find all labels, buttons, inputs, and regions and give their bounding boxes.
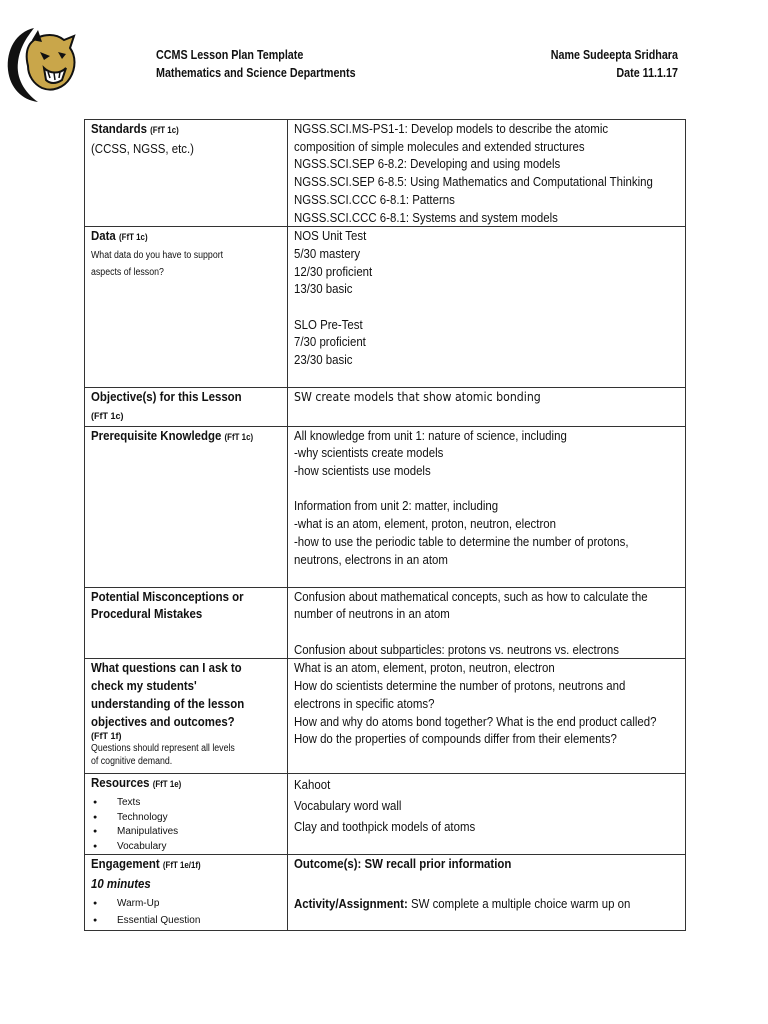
questions-value-cell <box>288 659 686 774</box>
standards-label-cell <box>85 120 288 227</box>
engagement-duration: 10 minutes <box>91 875 151 891</box>
standards-line: NGSS.SCI.MS-PS1-1: Develop models to describe the atomic <box>294 121 609 136</box>
questions-line: How do the properties of compounds differ from their elements? <box>294 731 617 747</box>
data-line: NOS Unit Test <box>294 228 367 244</box>
prereq-line: -why scientists create models <box>294 445 444 461</box>
data-line: SLO Pre-Test <box>294 316 363 332</box>
engagement-label: Engagement <box>91 856 160 872</box>
engagement-ftt: (FfT 1e/1f) <box>162 860 201 871</box>
objective-value-cell <box>288 388 686 426</box>
misconceptions-label-1: Potential Misconceptions or <box>91 588 244 604</box>
data-line: 13/30 basic <box>294 281 353 297</box>
row-resources <box>85 774 686 855</box>
row-questions <box>85 659 686 774</box>
data-sub-1: What data do you have to support <box>91 249 224 261</box>
standards-line: NGSS.SCI.CCC 6-8.1: Systems and system models <box>294 209 558 225</box>
prereq-line: -what is an atom, element, proton, neutron, electron <box>294 516 556 532</box>
data-line: 23/30 basic <box>294 352 353 368</box>
activity-label: Activity/Assignment: <box>294 895 408 911</box>
resources-label: Resources <box>91 775 150 791</box>
questions-line: What is an atom, element, proton, neutron, electron <box>294 660 555 676</box>
resources-bullet: ● Vocabulary <box>91 840 284 855</box>
engagement-value-cell <box>288 855 686 931</box>
standards-label: Standards <box>91 121 147 136</box>
objective-ftt: (FfT 1c) <box>91 410 124 421</box>
engagement-outcome: Outcome(s): SW recall prior information <box>294 856 512 872</box>
misconceptions-line: number of neutrons in an atom <box>294 606 450 622</box>
template-title: CCMS Lesson Plan Template <box>156 48 304 62</box>
resources-label-cell <box>85 774 288 855</box>
departments: Mathematics and Science Departments <box>156 66 356 80</box>
questions-sub-1: Questions should represent all levels <box>91 743 235 755</box>
lesson-plan-table <box>84 119 686 931</box>
resources-ftt: (FfT 1e) <box>152 779 182 790</box>
row-standards <box>85 120 686 227</box>
standards-value-cell <box>288 120 686 227</box>
row-misconceptions <box>85 587 686 659</box>
misconceptions-value-cell <box>288 587 686 659</box>
prereq-label-cell <box>85 426 288 587</box>
teacher-name: Name Sudeepta Sridhara <box>550 48 678 62</box>
row-objective <box>85 388 686 426</box>
questions-line: How do scientists determine the number of protons, neutrons and <box>294 678 626 694</box>
data-sub-2: aspects of lesson? <box>91 266 164 278</box>
engagement-bullet-list <box>91 895 284 929</box>
resources-line: Clay and toothpick models of atoms <box>294 819 476 835</box>
misconceptions-line: Confusion about subparticles: protons vs. neutrons vs. electrons <box>294 641 619 657</box>
header-right <box>551 46 678 82</box>
prereq-line: All knowledge from unit 1: nature of science, including <box>294 427 567 443</box>
engagement-label-cell <box>85 855 288 931</box>
activity-text: SW complete a multiple choice warm up on <box>410 895 631 911</box>
questions-line: electrons in specific atoms? <box>294 695 435 711</box>
standards-sub: (CCSS, NGSS, etc.) <box>91 140 194 156</box>
misconceptions-label-cell <box>85 587 288 659</box>
prereq-line: -how to use the periodic table to determine the number of protons, <box>294 533 629 549</box>
resources-bullet-list <box>91 796 284 854</box>
resources-bullet: ● Manipulatives <box>91 825 284 840</box>
objective-label-cell <box>85 388 288 426</box>
objective-value: SW create models that show atomic bonding <box>294 389 541 405</box>
cougar-logo-icon <box>4 22 80 106</box>
data-label-cell <box>85 227 288 388</box>
data-label: Data <box>91 228 116 244</box>
prereq-line: neutrons, electrons in an atom <box>294 551 448 567</box>
row-engagement <box>85 855 686 931</box>
prereq-line: Information from unit 2: matter, including <box>294 498 499 514</box>
misconceptions-line: Confusion about mathematical concepts, such as how to calculate the <box>294 588 648 604</box>
resources-bullet: ● Texts <box>91 796 284 811</box>
questions-label-3: understanding of the lesson <box>91 695 245 711</box>
objective-label: Objective(s) for this Lesson <box>91 389 242 405</box>
prereq-line: -how scientists use models <box>294 463 431 479</box>
questions-line: How and why do atoms bond together? What is the end product called? <box>294 713 657 729</box>
data-value-cell <box>288 227 686 388</box>
data-line: 5/30 mastery <box>294 245 361 261</box>
data-line: 12/30 proficient <box>294 263 373 279</box>
standards-line: NGSS.SCI.CCC 6-8.1: Patterns <box>294 191 455 207</box>
prereq-value-cell <box>288 426 686 587</box>
questions-ftt: (FfT 1f) <box>91 731 122 742</box>
resources-line: Kahoot <box>294 777 331 793</box>
misconceptions-label-2: Procedural Mistakes <box>91 606 203 622</box>
resources-value-cell <box>288 774 686 855</box>
engagement-activity <box>294 895 635 913</box>
header-left <box>156 46 356 82</box>
questions-label-2: check my students' <box>91 678 197 694</box>
resources-bullet: ● Technology <box>91 811 284 826</box>
questions-sub-2: of cognitive demand. <box>91 756 173 768</box>
standards-ftt: (FfT 1c) <box>150 125 179 135</box>
engagement-bullet: ● Essential Question <box>91 912 284 929</box>
row-data <box>85 227 686 388</box>
data-line: 7/30 proficient <box>294 334 366 350</box>
questions-label-1: What questions can I ask to <box>91 660 242 676</box>
engagement-bullet: ● Warm-Up <box>91 895 284 912</box>
standards-line: NGSS.SCI.SEP 6-8.2: Developing and using models <box>294 156 561 172</box>
standards-line: NGSS.SCI.SEP 6-8.5: Using Mathematics and Computational Thinking <box>294 174 653 190</box>
row-prerequisite <box>85 426 686 587</box>
prereq-label: Prerequisite Knowledge <box>91 427 222 443</box>
lesson-date: Date 11.1.17 <box>616 66 678 80</box>
questions-label-cell <box>85 659 288 774</box>
prereq-ftt: (FfT 1c) <box>224 431 254 442</box>
resources-line: Vocabulary word wall <box>294 798 402 814</box>
standards-line: composition of simple molecules and extended structures <box>294 138 585 154</box>
questions-label-4: objectives and outcomes? <box>91 713 235 729</box>
data-ftt: (FfT 1c) <box>118 232 148 243</box>
